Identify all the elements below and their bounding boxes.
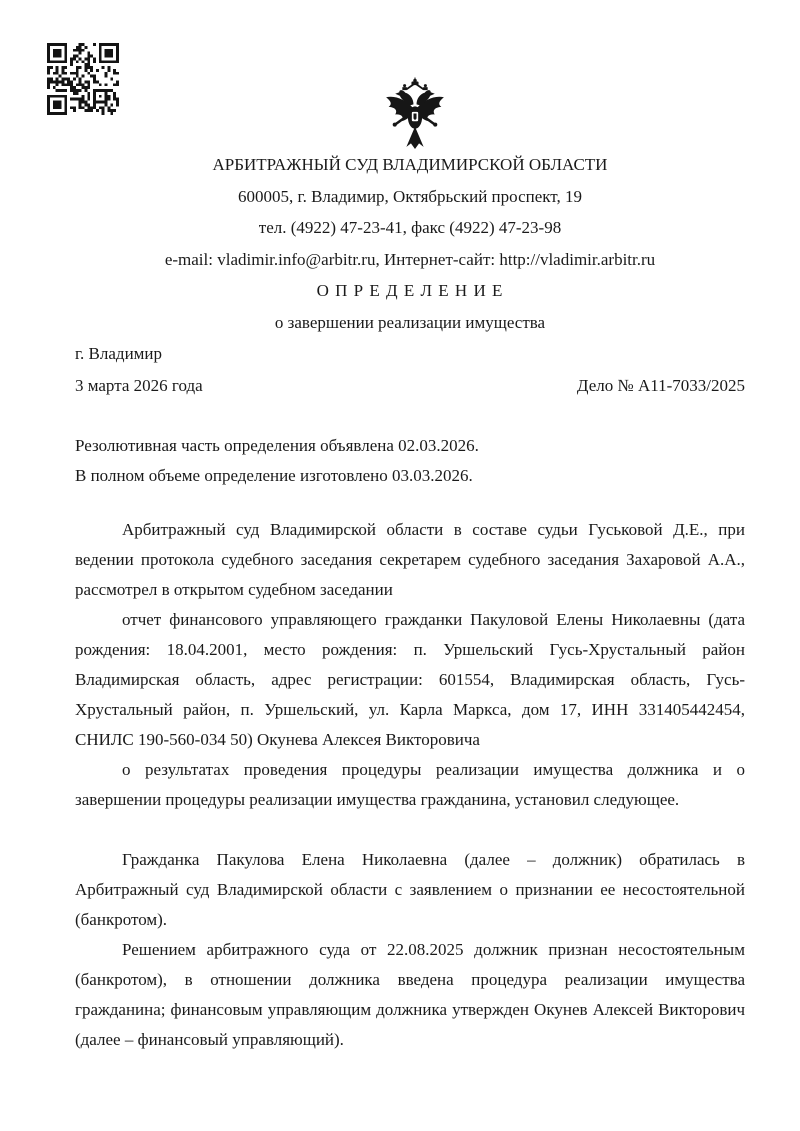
court-email-site: e-mail: vladimir.info@arbitr.ru, Интернет-сайт: http://vladimir.arbitr.ru — [164, 249, 656, 269]
paragraph: Решением арбитражного суда от 22.08.2025 должник признан несостоятельным (банкротом), в отношении должника введена процедура реализации имущества гражданина; финансовым управляющим должника утвержден Окунев Алексей Викторович (далее – финансовый управляющий). — [75, 940, 745, 1049]
court-address: 600005, г. Владимир, Октябрьский проспект, 19 — [238, 186, 582, 206]
resolution-full-text-line: В полном объеме определение изготовлено 03.03.2026. — [75, 466, 473, 485]
date-case-row — [75, 370, 745, 402]
city-label: г. Владимир — [75, 344, 163, 363]
ruling-date: 3 марта 2026 года — [75, 375, 203, 395]
document-title: О П Р Е Д Е Л Е Н И Е — [316, 281, 504, 300]
document-subtitle: о завершении реализации имущества — [274, 312, 546, 332]
resolution-dates — [75, 431, 745, 491]
paragraph: отчет финансового управляющего гражданки Пакуловой Елены Николаевны (дата рождения: 18.04.2001, место рождения: п. Уршельский Гусь-Хрустальный район Владимирская область, адрес регистрации: 601554, Владимирская область, Гусь-Хрустальный район, п. Уршельский, ул. Карла Маркса, дом 17, ИНН 331405442454, СНИЛС 190-560-034 50) Окунева Алексея Викторовича — [75, 610, 745, 749]
paragraph: Арбитражный суд Владимирской области в составе судьи Гуськовой Д.Е., при ведении протокола судебного заседания секретарем судебного заседания Захаровой А.А., рассмотрел в открытом судебном заседании — [75, 520, 745, 599]
paragraph: Гражданка Пакулова Елена Николаевна (далее – должник) обратилась в Арбитражный суд Владимирской области с заявлением о признании ее несостоятельной (банкротом). — [75, 850, 745, 929]
body-block-2 — [75, 845, 745, 1055]
court-phone-fax: тел. (4922) 47-23-41, факс (4922) 47-23-98 — [258, 218, 562, 237]
document-content — [75, 0, 745, 1055]
resolution-announced-line: Резолютивная часть определения объявлена 02.03.2026. — [75, 436, 479, 455]
body-block-1 — [75, 515, 745, 815]
paragraph: о результатах проведения процедуры реализации имущества должника и о завершении процедуры реализации имущества гражданина, установил следующее. — [75, 760, 745, 809]
court-name: АРБИТРАЖНЫЙ СУД ВЛАДИМИРСКОЙ ОБЛАСТИ — [212, 155, 608, 174]
case-number: Дело № А11-7033/2025 — [576, 375, 745, 395]
letterhead — [75, 0, 745, 401]
